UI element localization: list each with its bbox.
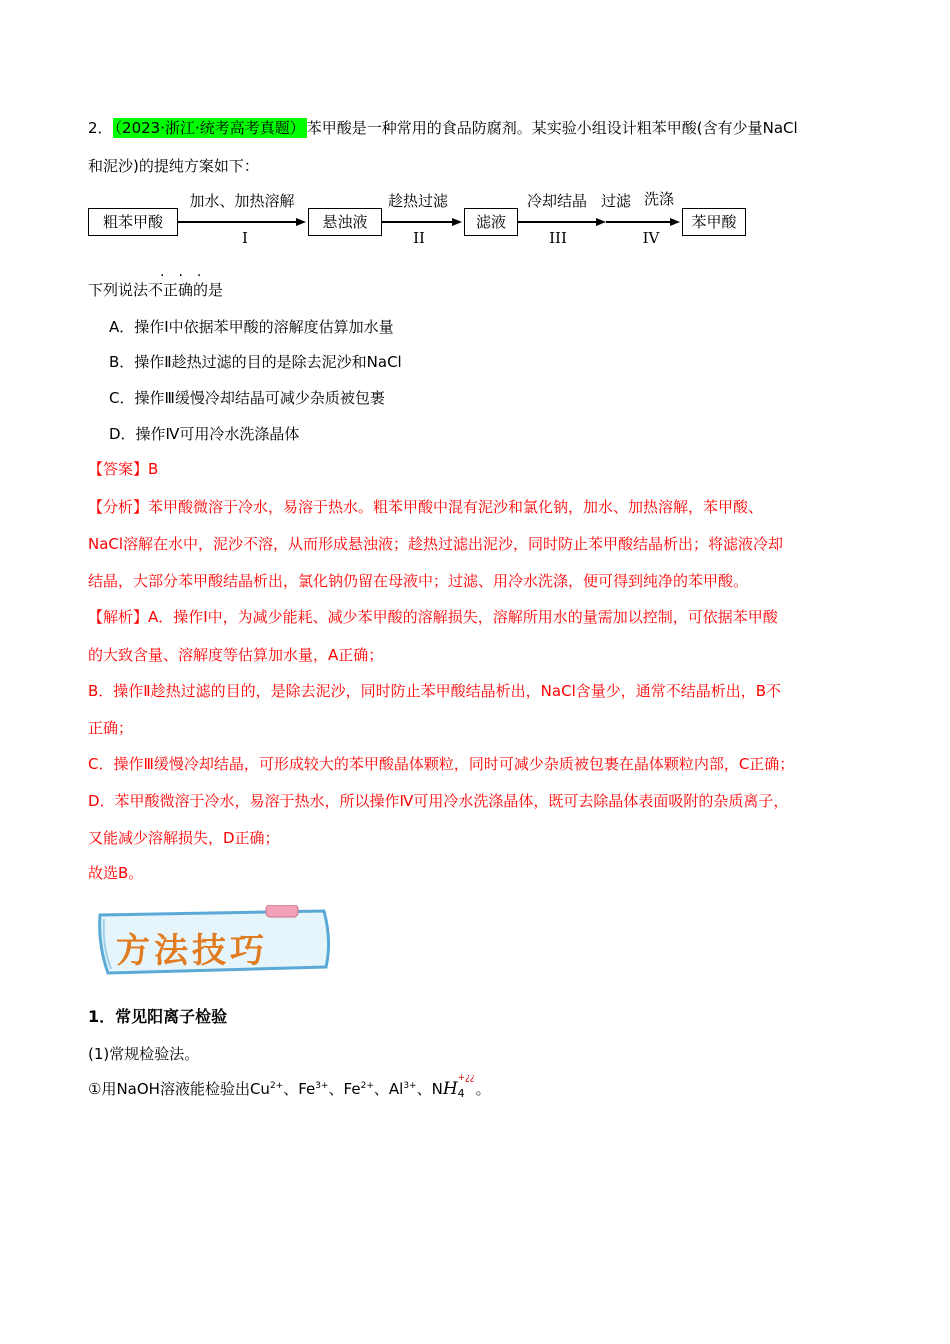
method-tips-banner (94, 905, 334, 979)
flow-step2-num: II (413, 229, 425, 247)
option-b: B．操作Ⅱ趁热过滤的目的是除去泥沙和NaCl (109, 353, 402, 371)
flow-arrowhead-1 (296, 218, 306, 226)
flow-step4-label2: 洗涤 (643, 190, 674, 208)
explain-line-5: C．操作Ⅲ缓慢冷却结晶，可形成较大的苯甲酸晶体颗粒，同时可减少杂质被包裹在晶体颗粒内部，C正确； (88, 755, 795, 773)
explain-line-1: 【解析】A．操作Ⅰ中，为减少能耗、减少苯甲酸的溶解损失，溶解所用水的量需加以控制，可依据苯甲酸 (88, 608, 778, 626)
question-prompt (88, 279, 223, 301)
al-charge: 3+ (403, 1081, 417, 1091)
flow-step2-label: 趁热过滤 (387, 192, 448, 210)
stem-text-1: 苯甲酸是一种常用的食品防腐剂。某实验小组设计粗苯甲酸(含有少量NaCl (306, 119, 798, 137)
fe3-charge: 3+ (315, 1081, 329, 1091)
prompt-emphasis: 不正确 (148, 281, 194, 299)
flow-step3-label: 冷却结晶 (526, 192, 587, 210)
option-a: A．操作Ⅰ中依据苯甲酸的溶解度估算加水量 (109, 318, 394, 336)
conclusion-line: 故选B。 (88, 864, 144, 882)
explain-line-2: 的大致含量、溶解度等估算加水量，A正确； (88, 646, 384, 664)
item-text-n: 、N (416, 1080, 443, 1098)
explain-line-3: B．操作Ⅱ趁热过滤的目的，是除去泥沙，同时防止苯甲酸结晶析出，NaCl含量少，通常不结晶析出，B不 (88, 682, 782, 700)
source-tag: （2023·浙江·统考高考真题） (114, 119, 305, 137)
ammonium-scripts (457, 1072, 476, 1100)
ammonium-sup: +¿¿ (457, 1072, 475, 1083)
question-stem-line2: 和泥沙)的提纯方案如下： (88, 157, 259, 175)
flow-arrowhead-3 (596, 218, 606, 226)
explain-line-6: D．苯甲酸微溶于冷水，易溶于热水，所以操作Ⅳ可用冷水洗涤晶体，既可去除晶体表面吸附的杂质离子， (88, 792, 789, 810)
emphasis-dots: ··· (160, 268, 216, 284)
ammonium-sub: 4 (457, 1086, 465, 1100)
flow-arrow-3 (518, 221, 598, 223)
section-item-1 (88, 1072, 491, 1100)
ammonium-h: H (442, 1079, 458, 1099)
flow-box-suspension: 悬浊液 (308, 208, 382, 236)
flow-step1-label: 加水、加热溶解 (189, 192, 295, 210)
prompt-prefix: 下列说法 (88, 281, 149, 299)
flow-step4-num: IV (642, 229, 660, 247)
flow-arrowhead-4 (670, 218, 680, 226)
item-text-fe3: 、Fe (283, 1080, 316, 1098)
flow-arrow-1 (178, 221, 298, 223)
flow-arrow-2 (382, 221, 454, 223)
item-end: 。 (475, 1080, 491, 1098)
item-text-cu: ①用NaOH溶液能检验出Cu (88, 1080, 270, 1098)
flow-step4-label: 过滤 (600, 192, 631, 210)
fe2-charge: 2+ (360, 1081, 374, 1091)
option-c: C．操作Ⅲ缓慢冷却结晶可减少杂质被包裹 (109, 389, 385, 407)
flow-arrowhead-2 (452, 218, 462, 226)
flow-box-crude: 粗苯甲酸 (88, 208, 178, 236)
flow-arrow-4 (606, 221, 672, 223)
flow-box-filtrate: 滤液 (464, 208, 518, 236)
explain-line-4: 正确； (88, 719, 134, 737)
analysis-line-3: 结晶，大部分苯甲酸结晶析出，氯化钠仍留在母液中；过滤、用冷水洗涤，便可得到纯净的苯甲酸。 (88, 572, 749, 590)
analysis-line-2: NaCl溶解在水中，泥沙不溶，从而形成悬浊液；趁热过滤出泥沙，同时防止苯甲酸结晶析出；将滤液冷却 (88, 535, 784, 553)
question-stem-line1 (88, 117, 798, 139)
flow-box-benzoic: 苯甲酸 (682, 208, 746, 236)
section-sub: (1)常规检验法。 (88, 1045, 200, 1063)
banner-text: 方法技巧 (116, 931, 268, 971)
explain-line-7: 又能减少溶解损失，D正确； (88, 829, 280, 847)
flow-step3-num: III (549, 229, 567, 247)
cu-charge: 2+ (269, 1081, 284, 1091)
prompt-suffix: 的是 (193, 281, 224, 299)
item-text-al: 、Al (373, 1080, 404, 1098)
answer-line: 【答案】B (88, 460, 159, 478)
item-text-fe2: 、Fe (328, 1080, 361, 1098)
flow-step1-num: I (242, 229, 248, 247)
option-d: D．操作Ⅳ可用冷水洗涤晶体 (109, 425, 300, 443)
analysis-line-1: 【分析】苯甲酸微溶于冷水，易溶于热水。粗苯甲酸中混有泥沙和氯化钠，加水、加热溶解，苯甲酸、 (88, 498, 764, 516)
section-title: 1．常见阳离子检验 (88, 1007, 228, 1026)
question-number: 2． (88, 119, 113, 137)
